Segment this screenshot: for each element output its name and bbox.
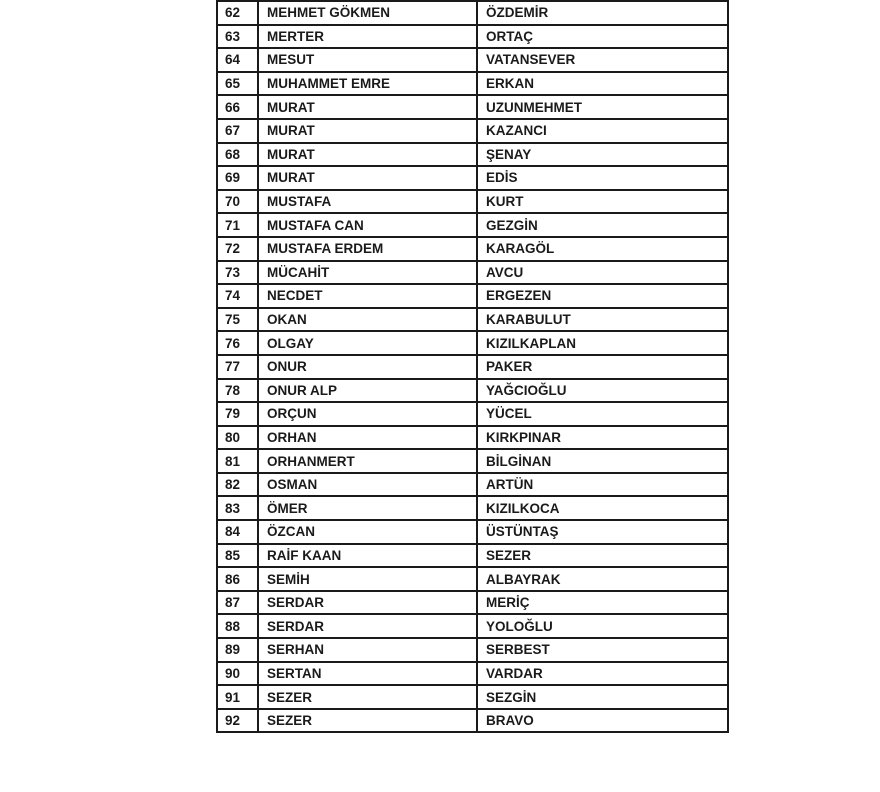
- row-number: 79: [217, 402, 258, 426]
- row-number: 88: [217, 614, 258, 638]
- row-number: 62: [217, 1, 258, 25]
- first-name-cell: SEZER: [258, 685, 477, 709]
- row-number: 87: [217, 591, 258, 615]
- row-number: 84: [217, 520, 258, 544]
- first-name-cell: MURAT: [258, 119, 477, 143]
- row-number: 65: [217, 72, 258, 96]
- last-name-cell: KIZILKOCA: [477, 496, 728, 520]
- last-name-cell: AVCU: [477, 261, 728, 285]
- first-name-cell: ORÇUN: [258, 402, 477, 426]
- last-name-cell: ORTAÇ: [477, 25, 728, 49]
- last-name-cell: ARTÜN: [477, 473, 728, 497]
- row-number: 66: [217, 95, 258, 119]
- first-name-cell: ONUR ALP: [258, 379, 477, 403]
- first-name-cell: MURAT: [258, 143, 477, 167]
- table-row: [217, 1, 728, 25]
- row-number: 89: [217, 638, 258, 662]
- row-number: 70: [217, 190, 258, 214]
- last-name-cell: ERKAN: [477, 72, 728, 96]
- table-row: [217, 308, 728, 332]
- table-row: [217, 496, 728, 520]
- first-name-cell: RAİF KAAN: [258, 544, 477, 568]
- table-row: [217, 261, 728, 285]
- last-name-cell: SERBEST: [477, 638, 728, 662]
- table-row: [217, 379, 728, 403]
- row-number: 78: [217, 379, 258, 403]
- last-name-cell: ÖZDEMİR: [477, 1, 728, 25]
- table-row: [217, 591, 728, 615]
- table-row: [217, 449, 728, 473]
- first-name-cell: ÖZCAN: [258, 520, 477, 544]
- table-row: [217, 119, 728, 143]
- row-number: 80: [217, 426, 258, 450]
- first-name-cell: OKAN: [258, 308, 477, 332]
- last-name-cell: BRAVO: [477, 709, 728, 733]
- row-number: 68: [217, 143, 258, 167]
- first-name-cell: SERDAR: [258, 614, 477, 638]
- row-number: 82: [217, 473, 258, 497]
- row-number: 75: [217, 308, 258, 332]
- table-row: [217, 331, 728, 355]
- last-name-cell: YÜCEL: [477, 402, 728, 426]
- first-name-cell: MERTER: [258, 25, 477, 49]
- row-number: 86: [217, 567, 258, 591]
- table-row: [217, 402, 728, 426]
- last-name-cell: YAĞCIOĞLU: [477, 379, 728, 403]
- table-row: [217, 709, 728, 733]
- row-number: 69: [217, 166, 258, 190]
- table-row: [217, 426, 728, 450]
- first-name-cell: MUSTAFA ERDEM: [258, 237, 477, 261]
- first-name-cell: SERTAN: [258, 662, 477, 686]
- last-name-cell: ÜSTÜNTAŞ: [477, 520, 728, 544]
- first-name-cell: MURAT: [258, 166, 477, 190]
- last-name-cell: ERGEZEN: [477, 284, 728, 308]
- last-name-cell: GEZGİN: [477, 213, 728, 237]
- row-number: 77: [217, 355, 258, 379]
- last-name-cell: BİLGİNAN: [477, 449, 728, 473]
- last-name-cell: KARABULUT: [477, 308, 728, 332]
- first-name-cell: MUHAMMET EMRE: [258, 72, 477, 96]
- first-name-cell: ORHAN: [258, 426, 477, 450]
- row-number: 92: [217, 709, 258, 733]
- last-name-cell: KARAGÖL: [477, 237, 728, 261]
- last-name-cell: KIRKPINAR: [477, 426, 728, 450]
- row-number: 90: [217, 662, 258, 686]
- first-name-cell: MEHMET GÖKMEN: [258, 1, 477, 25]
- last-name-cell: KIZILKAPLAN: [477, 331, 728, 355]
- last-name-cell: MERİÇ: [477, 591, 728, 615]
- first-name-cell: OSMAN: [258, 473, 477, 497]
- first-name-cell: MURAT: [258, 95, 477, 119]
- table-row: [217, 166, 728, 190]
- row-number: 73: [217, 261, 258, 285]
- table-row: [217, 95, 728, 119]
- last-name-cell: VARDAR: [477, 662, 728, 686]
- last-name-cell: PAKER: [477, 355, 728, 379]
- first-name-cell: MESUT: [258, 48, 477, 72]
- row-number: 76: [217, 331, 258, 355]
- row-number: 71: [217, 213, 258, 237]
- first-name-cell: SEMİH: [258, 567, 477, 591]
- first-name-cell: SERHAN: [258, 638, 477, 662]
- table-row: [217, 213, 728, 237]
- first-name-cell: MUSTAFA: [258, 190, 477, 214]
- table-row: [217, 143, 728, 167]
- row-number: 81: [217, 449, 258, 473]
- first-name-cell: SERDAR: [258, 591, 477, 615]
- row-number: 64: [217, 48, 258, 72]
- row-number: 85: [217, 544, 258, 568]
- table-row: [217, 48, 728, 72]
- table-row: [217, 473, 728, 497]
- last-name-cell: KURT: [477, 190, 728, 214]
- last-name-cell: YOLOĞLU: [477, 614, 728, 638]
- first-name-cell: NECDET: [258, 284, 477, 308]
- last-name-cell: EDİS: [477, 166, 728, 190]
- row-number: 72: [217, 237, 258, 261]
- first-name-cell: OLGAY: [258, 331, 477, 355]
- table-row: [217, 567, 728, 591]
- first-name-cell: ÖMER: [258, 496, 477, 520]
- row-number: 83: [217, 496, 258, 520]
- row-number: 91: [217, 685, 258, 709]
- names-table-body: [217, 1, 728, 732]
- table-row: [217, 638, 728, 662]
- table-row: [217, 614, 728, 638]
- last-name-cell: SEZER: [477, 544, 728, 568]
- row-number: 63: [217, 25, 258, 49]
- table-row: [217, 72, 728, 96]
- row-number: 74: [217, 284, 258, 308]
- table-row: [217, 685, 728, 709]
- first-name-cell: ONUR: [258, 355, 477, 379]
- last-name-cell: ALBAYRAK: [477, 567, 728, 591]
- table-row: [217, 284, 728, 308]
- table-row: [217, 520, 728, 544]
- table-row: [217, 662, 728, 686]
- table-row: [217, 190, 728, 214]
- first-name-cell: MUSTAFA CAN: [258, 213, 477, 237]
- table-row: [217, 544, 728, 568]
- last-name-cell: VATANSEVER: [477, 48, 728, 72]
- first-name-cell: SEZER: [258, 709, 477, 733]
- table-row: [217, 355, 728, 379]
- names-table: [216, 0, 729, 733]
- last-name-cell: UZUNMEHMET: [477, 95, 728, 119]
- first-name-cell: MÜCAHİT: [258, 261, 477, 285]
- last-name-cell: ŞENAY: [477, 143, 728, 167]
- last-name-cell: KAZANCI: [477, 119, 728, 143]
- table-row: [217, 25, 728, 49]
- row-number: 67: [217, 119, 258, 143]
- table-row: [217, 237, 728, 261]
- last-name-cell: SEZGİN: [477, 685, 728, 709]
- first-name-cell: ORHANMERT: [258, 449, 477, 473]
